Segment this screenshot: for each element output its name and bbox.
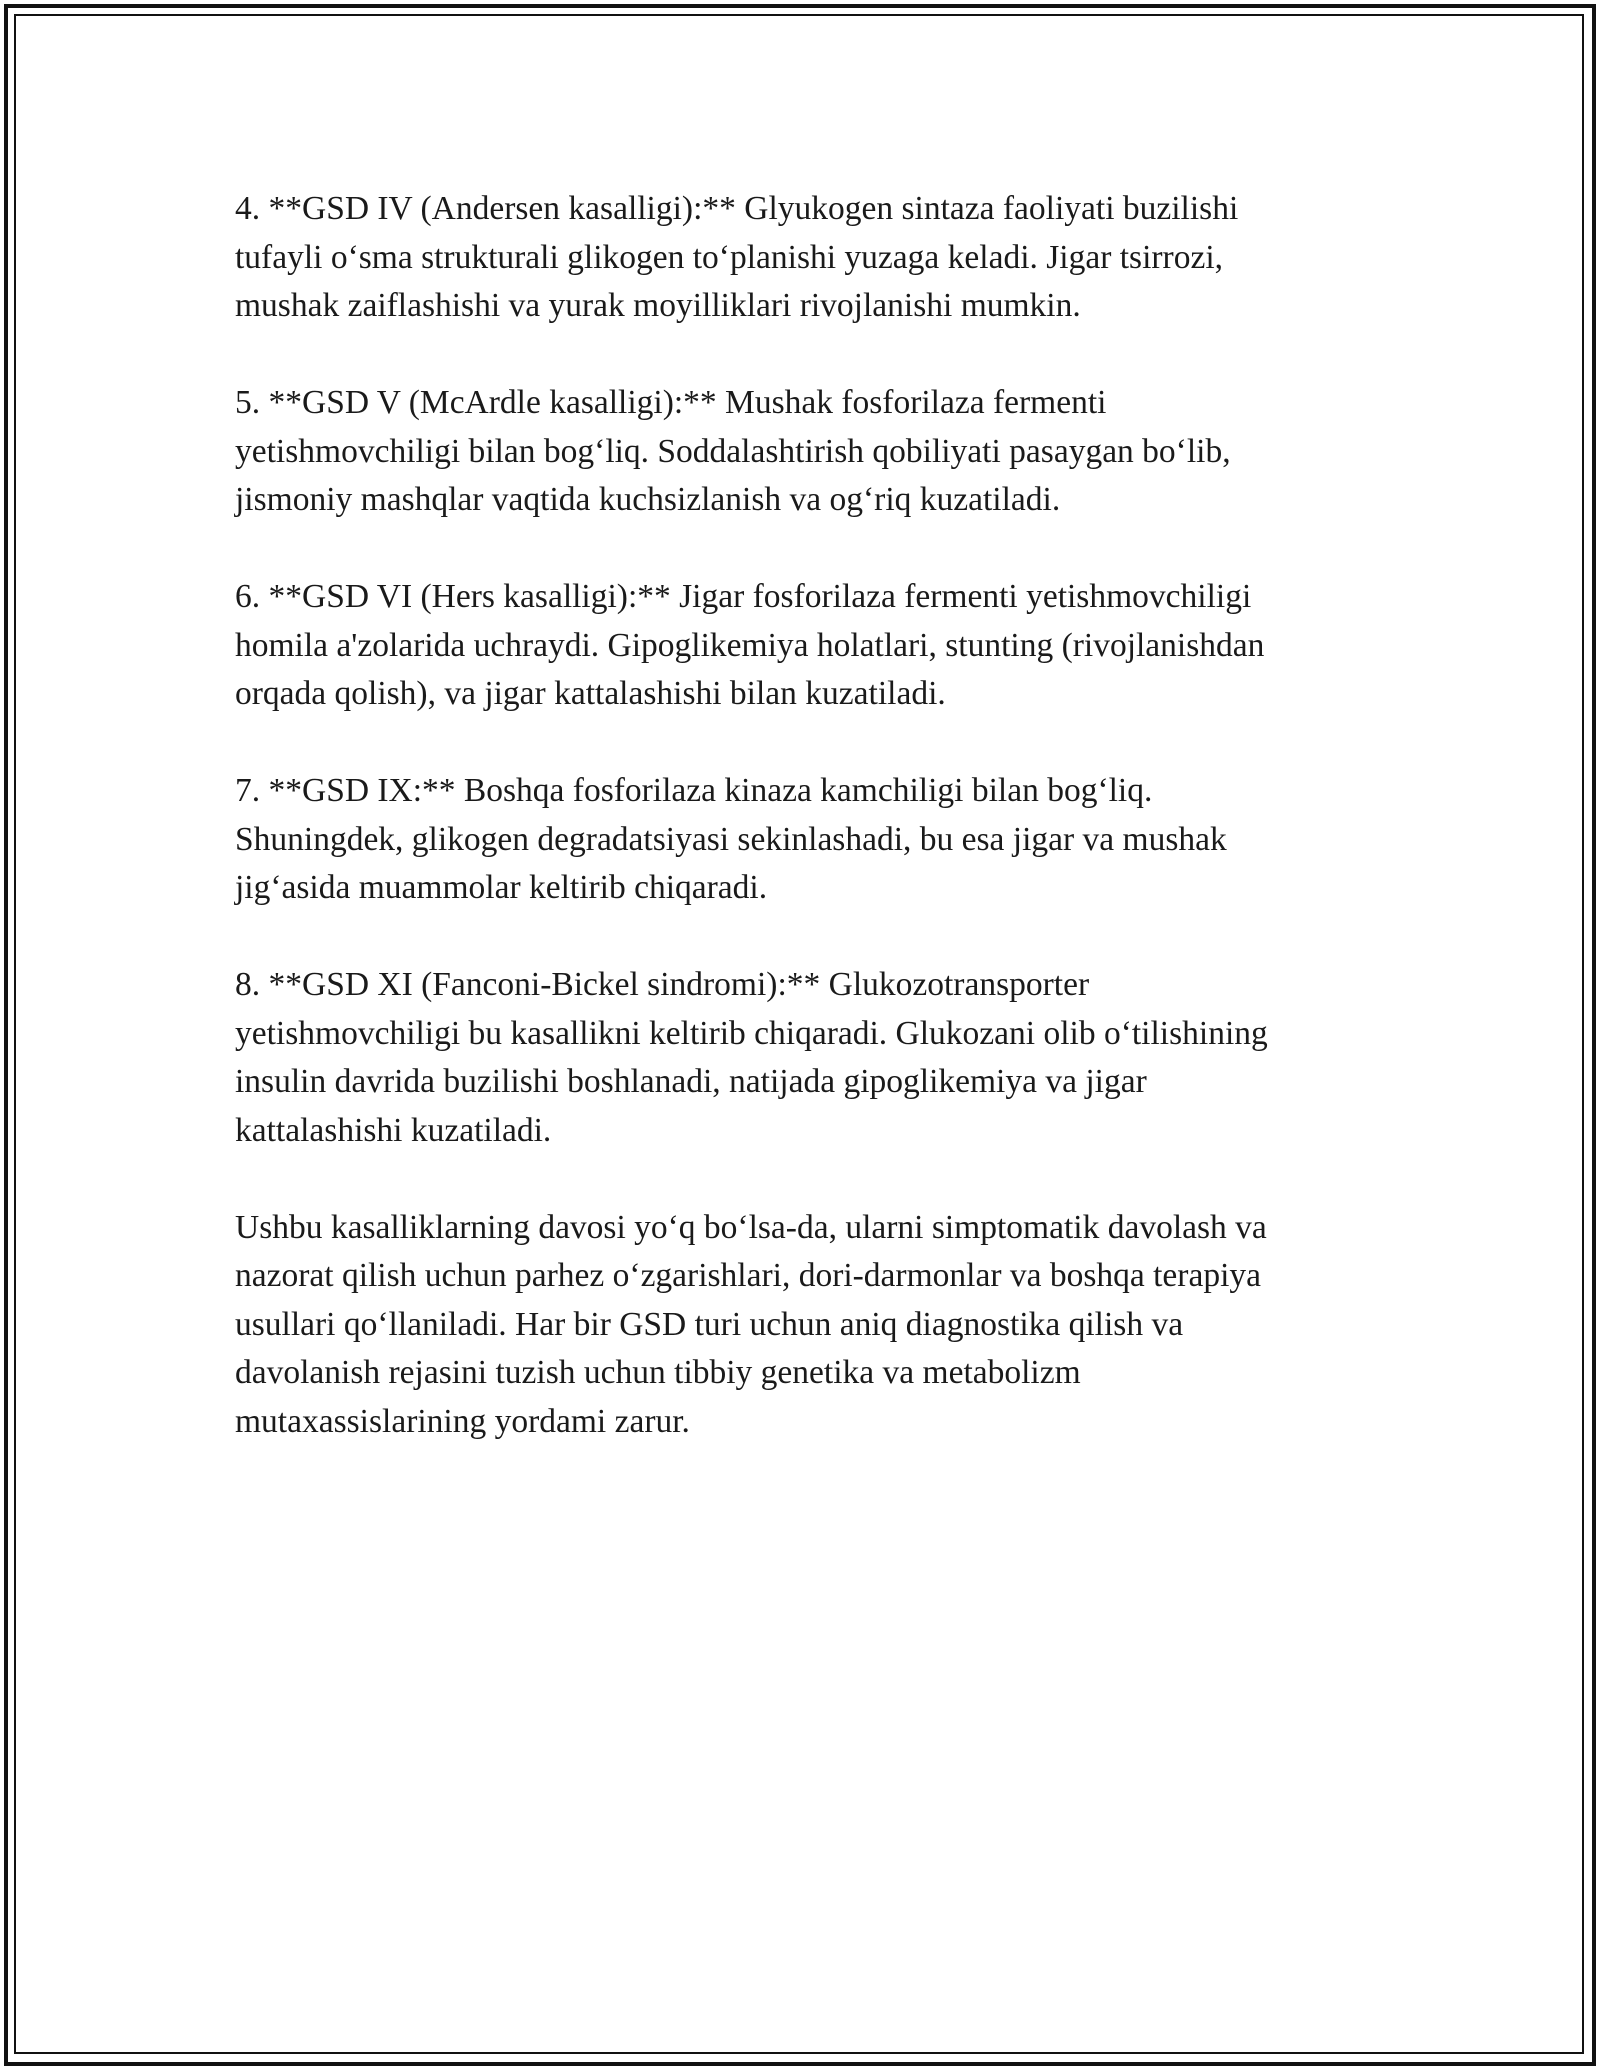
paragraph-line: homila a'zolarida uchraydi. Gipoglikemiya holatlari, stunting (rivojlanishdan (235, 626, 1265, 664)
paragraph-gsd-iv (235, 185, 1395, 331)
paragraph-gsd-vi (235, 573, 1395, 719)
paragraph-line: kattalashishi kuzatiladi. (235, 1111, 552, 1149)
paragraph-line: insulin davrida buzilishi boshlanadi, natijada gipoglikemiya va jigar (235, 1063, 1147, 1100)
paragraph-gsd-xi (235, 961, 1395, 1155)
paragraph-line: mutaxassislarining yordami zarur. (235, 1402, 690, 1440)
paragraph-line: mushak zaiflashishi va yurak moyilliklari rivojlanishi mumkin. (235, 287, 1081, 324)
paragraph-line: davolanish rejasini tuzish uchun tibbiy genetika va metabolizm (235, 1354, 1081, 1391)
paragraph-line: tufayli o‘sma strukturali glikogen to‘planishi yuzaga keladi. Jigar tsirrozi, (235, 238, 1224, 276)
paragraph-line: yetishmovchiligi bu kasallikni keltirib chiqaradi. Glukozani olib o‘tilishining (235, 1014, 1268, 1052)
paragraph-line: usullari qo‘llaniladi. Har bir GSD turi uchun aniq diagnostika qilish va (235, 1305, 1184, 1343)
paragraph-gsd-v (235, 379, 1395, 525)
paragraph-line: Ushbu kasalliklarning davosi yo‘q bo‘lsa-da, ularni simptomatik davolash va (235, 1208, 1267, 1246)
paragraph-line: jismoniy mashqlar vaqtida kuchsizlanish va og‘riq kuzatiladi. (235, 481, 1061, 518)
paragraph-gsd-ix (235, 767, 1395, 913)
paragraph-line: yetishmovchiligi bilan bog‘liq. Soddalashtirish qobiliyati pasaygan bo‘lib, (235, 432, 1231, 470)
paragraph-line: 8. **GSD XI (Fanconi-Bickel sindromi):** Glukozotransporter (235, 966, 1090, 1003)
paragraph-line: 7. **GSD IX:** Boshqa fosforilaza kinaza kamchiligi bilan bog‘liq. (235, 772, 1153, 809)
paragraph-conclusion (235, 1204, 1395, 1447)
paragraph-line: orqada qolish), va jigar kattalashishi bilan kuzatiladi. (235, 675, 946, 712)
document-body (235, 185, 1395, 1495)
paragraph-line: 6. **GSD VI (Hers kasalligi):** Jigar fosforilaza fermenti yetishmovchiligi (235, 578, 1252, 615)
paragraph-line: 5. **GSD V (McArdle kasalligi):** Mushak fosforilaza fermenti (235, 384, 1107, 421)
paragraph-line: 4. **GSD IV (Andersen kasalligi):** Glyukogen sintaza faoliyati buzilishi (235, 190, 1239, 227)
paragraph-line: nazorat qilish uchun parhez o‘zgarishlari, dori-darmonlar va boshqa terapiya (235, 1257, 1262, 1294)
paragraph-line: Shuningdek, glikogen degradatsiyasi sekinlashadi, bu esa jigar va mushak (235, 820, 1227, 858)
paragraph-line: jig‘asida muammolar keltirib chiqaradi. (235, 869, 768, 906)
